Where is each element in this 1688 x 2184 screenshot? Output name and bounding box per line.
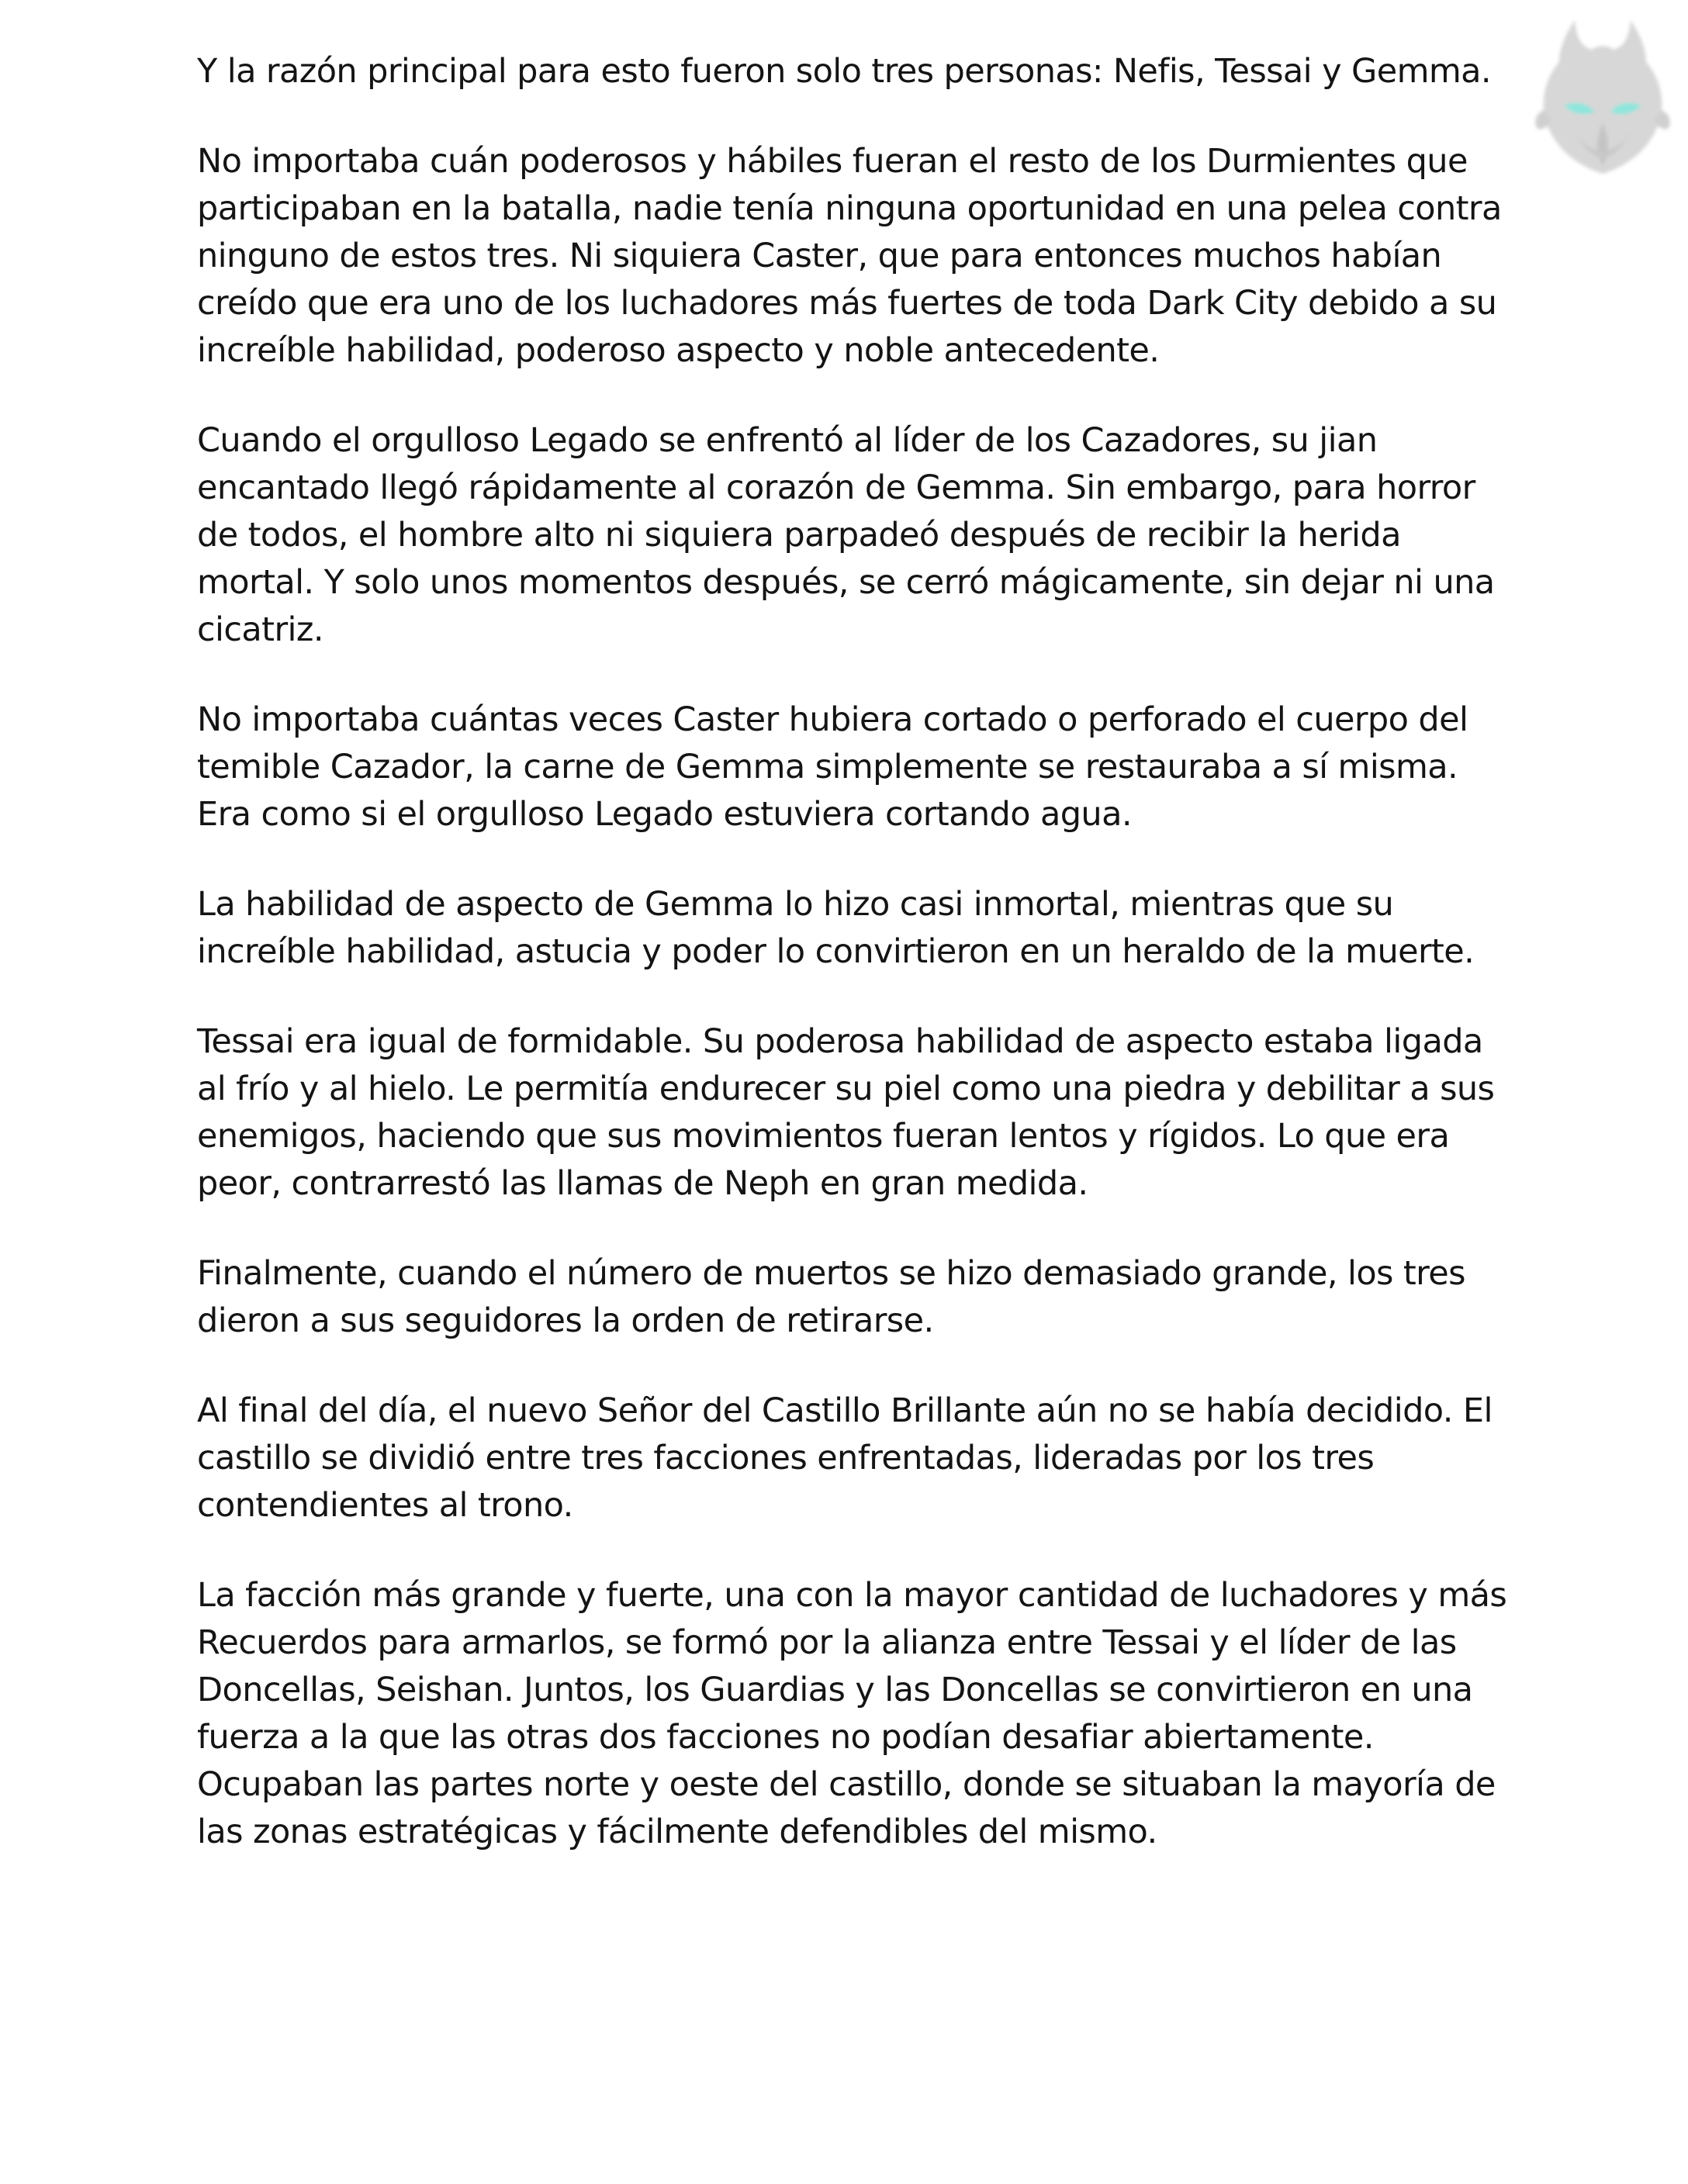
paragraph: Y la razón principal para esto fueron solo tres personas: Nefis, Tessai y Gemma. [197,52,1491,91]
paragraph: Tessai era igual de formidable. Su poderosa habilidad de aspecto estaba ligada al frío y al hielo. Le permitía endurecer su piel como una piedra y debilitar a sus enemigos, haciendo que sus movimientos fueran lentos y rígidos. Lo que era peor, contrarrestó las llamas de Neph en gran medida. [197,1022,1495,1203]
paragraph: No importaba cuán poderosos y hábiles fueran el resto de los Durmientes que participaban en la batalla, nadie tenía ninguna oportunidad en una pelea contra ninguno de estos tres. Ni siquiera Caster, que para entonces muchos habían creído que era uno de los luchadores más fuertes de toda Dark City debido a su increíble habilidad, poderoso aspecto y noble antecedente. [197,142,1502,370]
paragraph: Cuando el orgulloso Legado se enfrentó al líder de los Cazadores, su jian encantado llegó rápidamente al corazón de Gemma. Sin embargo, para horror de todos, el hombre alto ni siquiera parpadeó después de recibir la herida mortal. Y solo unos momentos después, se cerró mágicamente, sin dejar ni una cicatriz. [197,421,1495,649]
paragraph: Al final del día, el nuevo Señor del Castillo Brillante aún no se había decidido. El castillo se dividió entre tres facciones enfrentadas, lideradas por los tres contendientes al trono. [197,1391,1493,1525]
body-text [197,48,1516,1899]
paragraph: No importaba cuántas veces Caster hubiera cortado o perforado el cuerpo del temible Cazador, la carne de Gemma simplemente se restauraba a sí misma. Era como si el orgulloso Legado estuviera cortando agua. [197,700,1468,834]
demon-head-icon [1530,14,1676,181]
paragraph: La habilidad de aspecto de Gemma lo hizo casi inmortal, mientras que su increíble habilidad, astucia y poder lo convirtieron en un heraldo de la muerte. [197,885,1475,971]
paragraph: La facción más grande y fuerte, una con la mayor cantidad de luchadores y más Recuerdos para armarlos, se formó por la alianza entre Tessai y el líder de las Doncellas, Seishan. Juntos, los Guardias y las Doncellas se convirtieron en una fuerza a la que las otras dos facciones no podían desafiar abiertamente. Ocupaban las partes norte y oeste del castillo, donde se situaban la mayoría de las zonas estratégicas y fácilmente defendibles del mismo. [197,1576,1507,1851]
paragraph: Finalmente, cuando el número de muertos se hizo demasiado grande, los tres dieron a sus seguidores la orden de retirarse. [197,1254,1465,1340]
